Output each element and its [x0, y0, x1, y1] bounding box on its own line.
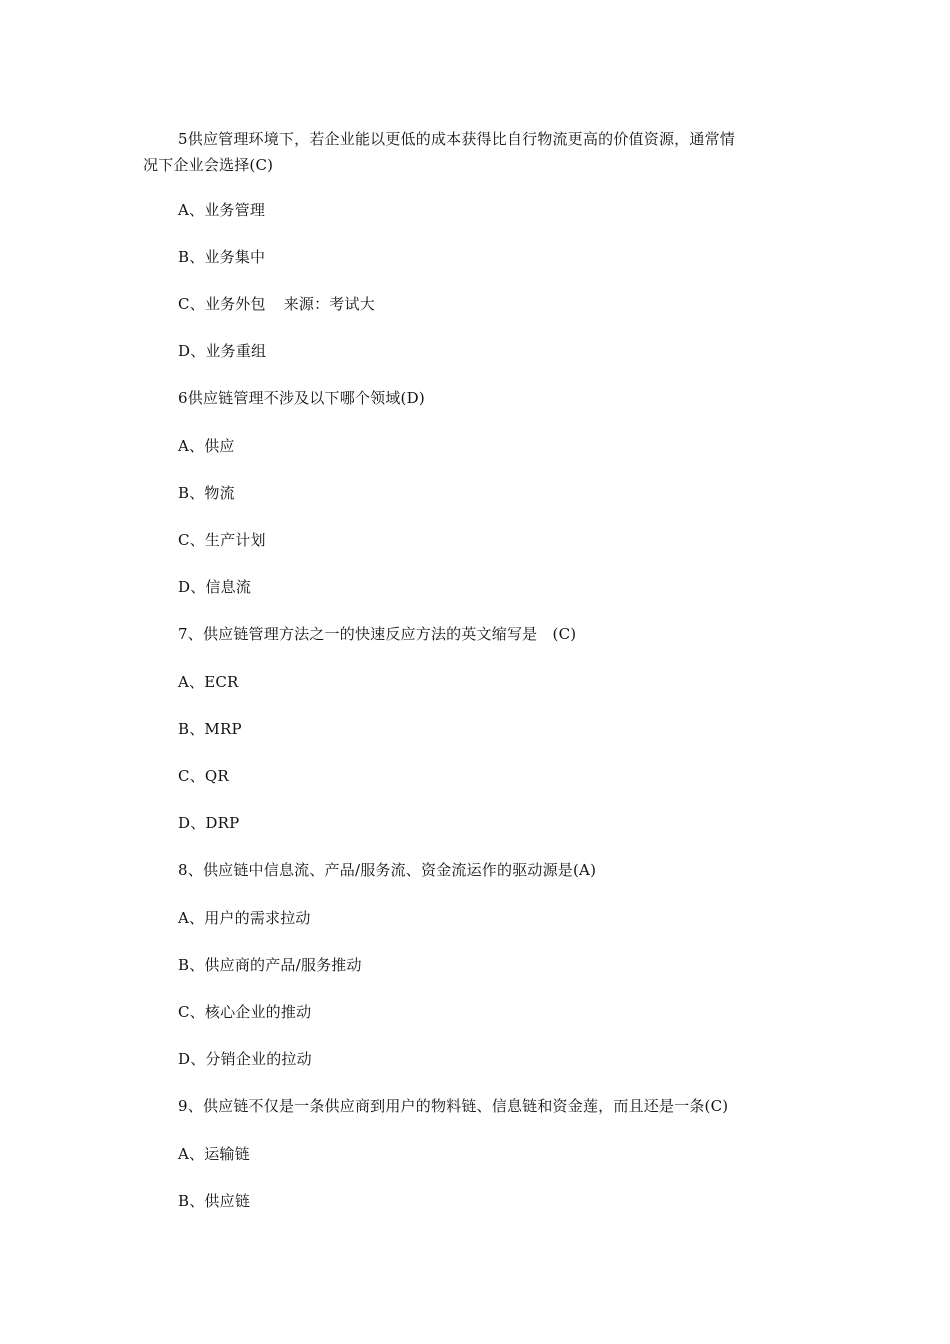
question-6-stem: 6供应链管理不涉及以下哪个领域(D): [178, 389, 425, 407]
question-6-option-c: C、生产计划: [178, 531, 266, 549]
question-6-option-a: A、供应: [178, 437, 235, 455]
question-6-option-b: B、物流: [178, 484, 235, 502]
question-8-option-c: C、核心企业的推动: [178, 1003, 312, 1021]
question-9-option-a: A、运输链: [178, 1145, 250, 1163]
question-8-option-d: D、分销企业的拉动: [178, 1050, 312, 1068]
question-5-stem-line2: 况下企业会选择(C): [143, 156, 274, 174]
question-7-option-d: D、DRP: [178, 814, 240, 832]
question-5-option-a: A、业务管理: [178, 201, 266, 219]
question-5-stem-line1: 5供应管理环境下，若企业能以更低的成本获得比自行物流更高的价值资源，通常情: [178, 130, 735, 148]
question-7-option-b: B、MRP: [178, 720, 242, 738]
question-8-option-a: A、用户的需求拉动: [178, 909, 311, 927]
question-7-stem: 7、供应链管理方法之一的快速反应方法的英文缩写是 (C): [178, 625, 577, 643]
question-5-option-d: D、业务重组: [178, 342, 267, 360]
question-9-option-b: B、供应链: [178, 1192, 251, 1210]
question-8-option-b: B、供应商的产品/服务推动: [178, 956, 362, 974]
question-9-stem: 9、供应链不仅是一条供应商到用户的物料链、信息链和资金莲，而且还是一条(C): [178, 1097, 729, 1115]
question-5-option-b: B、业务集中: [178, 248, 266, 266]
question-5-option-c: C、业务外包: [178, 295, 266, 313]
question-8-stem: 8、供应链中信息流、产品/服务流、资金流运作的驱动源是(A): [178, 861, 597, 879]
question-5-option-c-line: [178, 294, 375, 314]
question-7-option-c: C、QR: [178, 767, 229, 785]
source-note: 来源：考试大: [283, 295, 375, 313]
question-6-option-d: D、信息流: [178, 578, 252, 596]
question-5-stem: [143, 126, 808, 178]
question-7-option-a: A、ECR: [178, 673, 239, 691]
